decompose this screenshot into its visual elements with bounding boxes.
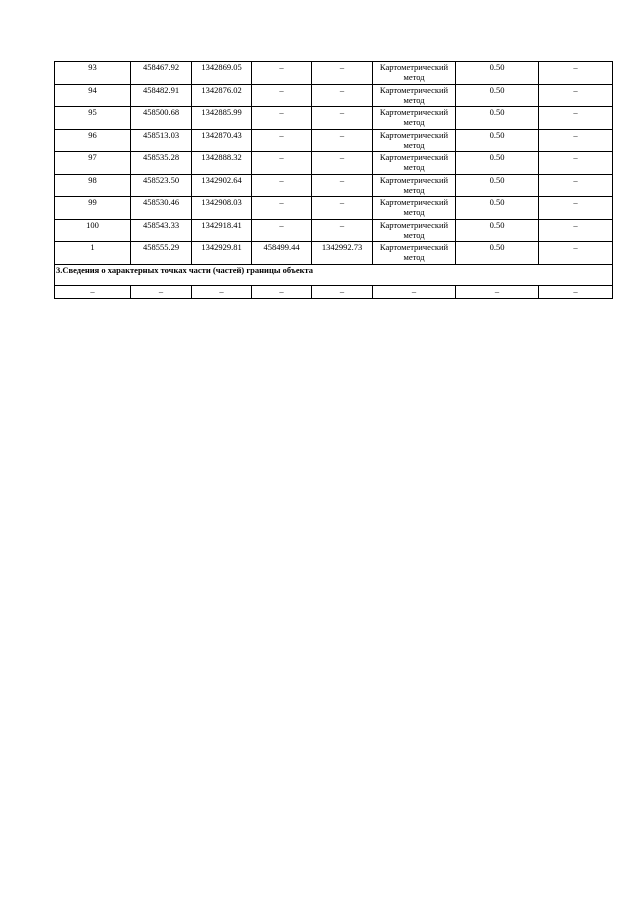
y-new-coordinate-cell: –	[312, 197, 373, 220]
y-new-coordinate-cell: –	[312, 174, 373, 197]
section-3-header-row	[55, 264, 613, 285]
table-body	[55, 62, 613, 265]
table-cell: –	[539, 285, 613, 298]
note-cell: –	[539, 62, 613, 85]
accuracy-cell: 0.50	[456, 197, 539, 220]
method-cell: Картометрический метод	[373, 84, 456, 107]
point-number-cell: 95	[55, 107, 131, 130]
table-cell: –	[192, 285, 252, 298]
x-coordinate-cell: 458535.28	[131, 152, 192, 175]
table-cell: –	[55, 285, 131, 298]
point-number-cell: 1	[55, 242, 131, 265]
table-row	[55, 219, 613, 242]
y-coordinate-cell: 1342929.81	[192, 242, 252, 265]
note-cell: –	[539, 174, 613, 197]
table-row	[55, 84, 613, 107]
accuracy-cell: 0.50	[456, 84, 539, 107]
y-coordinate-cell: 1342908.03	[192, 197, 252, 220]
y-new-coordinate-cell: 1342992.73	[312, 242, 373, 265]
y-coordinate-cell: 1342902.64	[192, 174, 252, 197]
y-new-coordinate-cell: –	[312, 152, 373, 175]
table-row	[55, 107, 613, 130]
point-number-cell: 97	[55, 152, 131, 175]
note-cell: –	[539, 219, 613, 242]
x-coordinate-cell: 458543.33	[131, 219, 192, 242]
method-cell: Картометрический метод	[373, 152, 456, 175]
table-row	[55, 62, 613, 85]
x-coordinate-cell: 458513.03	[131, 129, 192, 152]
point-number-cell: 100	[55, 219, 131, 242]
x-new-coordinate-cell: –	[252, 129, 312, 152]
method-cell: Картометрический метод	[373, 197, 456, 220]
table-row	[55, 152, 613, 175]
table-row	[55, 129, 613, 152]
y-new-coordinate-cell: –	[312, 129, 373, 152]
x-new-coordinate-cell: –	[252, 152, 312, 175]
accuracy-cell: 0.50	[456, 62, 539, 85]
y-new-coordinate-cell: –	[312, 84, 373, 107]
table-cell: –	[131, 285, 192, 298]
table-cell: –	[456, 285, 539, 298]
table-row	[55, 174, 613, 197]
y-new-coordinate-cell: –	[312, 107, 373, 130]
y-new-coordinate-cell: –	[312, 219, 373, 242]
note-cell: –	[539, 197, 613, 220]
accuracy-cell: 0.50	[456, 174, 539, 197]
x-new-coordinate-cell: –	[252, 107, 312, 130]
point-number-cell: 93	[55, 62, 131, 85]
note-cell: –	[539, 242, 613, 265]
accuracy-cell: 0.50	[456, 129, 539, 152]
accuracy-cell: 0.50	[456, 107, 539, 130]
boundary-points-table	[54, 61, 613, 299]
section-3-empty-row	[55, 285, 613, 298]
table-cell: –	[373, 285, 456, 298]
accuracy-cell: 0.50	[456, 219, 539, 242]
accuracy-cell: 0.50	[456, 152, 539, 175]
x-coordinate-cell: 458500.68	[131, 107, 192, 130]
method-cell: Картометрический метод	[373, 242, 456, 265]
note-cell: –	[539, 107, 613, 130]
y-coordinate-cell: 1342885.99	[192, 107, 252, 130]
point-number-cell: 98	[55, 174, 131, 197]
x-new-coordinate-cell: –	[252, 62, 312, 85]
table-row	[55, 242, 613, 265]
x-coordinate-cell: 458523.50	[131, 174, 192, 197]
section-3-title: 3.Сведения о характерных точках части (частей) границы объекта	[55, 264, 613, 285]
note-cell: –	[539, 152, 613, 175]
method-cell: Картометрический метод	[373, 107, 456, 130]
point-number-cell: 96	[55, 129, 131, 152]
note-cell: –	[539, 129, 613, 152]
table-cell: –	[252, 285, 312, 298]
x-coordinate-cell: 458482.91	[131, 84, 192, 107]
y-new-coordinate-cell: –	[312, 62, 373, 85]
x-coordinate-cell: 458555.29	[131, 242, 192, 265]
table-row	[55, 197, 613, 220]
x-new-coordinate-cell: –	[252, 219, 312, 242]
y-coordinate-cell: 1342876.02	[192, 84, 252, 107]
x-new-coordinate-cell: –	[252, 197, 312, 220]
table-cell: –	[312, 285, 373, 298]
method-cell: Картометрический метод	[373, 62, 456, 85]
x-new-coordinate-cell: 458499.44	[252, 242, 312, 265]
y-coordinate-cell: 1342918.41	[192, 219, 252, 242]
x-new-coordinate-cell: –	[252, 84, 312, 107]
accuracy-cell: 0.50	[456, 242, 539, 265]
x-new-coordinate-cell: –	[252, 174, 312, 197]
point-number-cell: 99	[55, 197, 131, 220]
y-coordinate-cell: 1342869.05	[192, 62, 252, 85]
method-cell: Картометрический метод	[373, 174, 456, 197]
x-coordinate-cell: 458530.46	[131, 197, 192, 220]
method-cell: Картометрический метод	[373, 219, 456, 242]
x-coordinate-cell: 458467.92	[131, 62, 192, 85]
y-coordinate-cell: 1342888.32	[192, 152, 252, 175]
note-cell: –	[539, 84, 613, 107]
point-number-cell: 94	[55, 84, 131, 107]
y-coordinate-cell: 1342870.43	[192, 129, 252, 152]
method-cell: Картометрический метод	[373, 129, 456, 152]
